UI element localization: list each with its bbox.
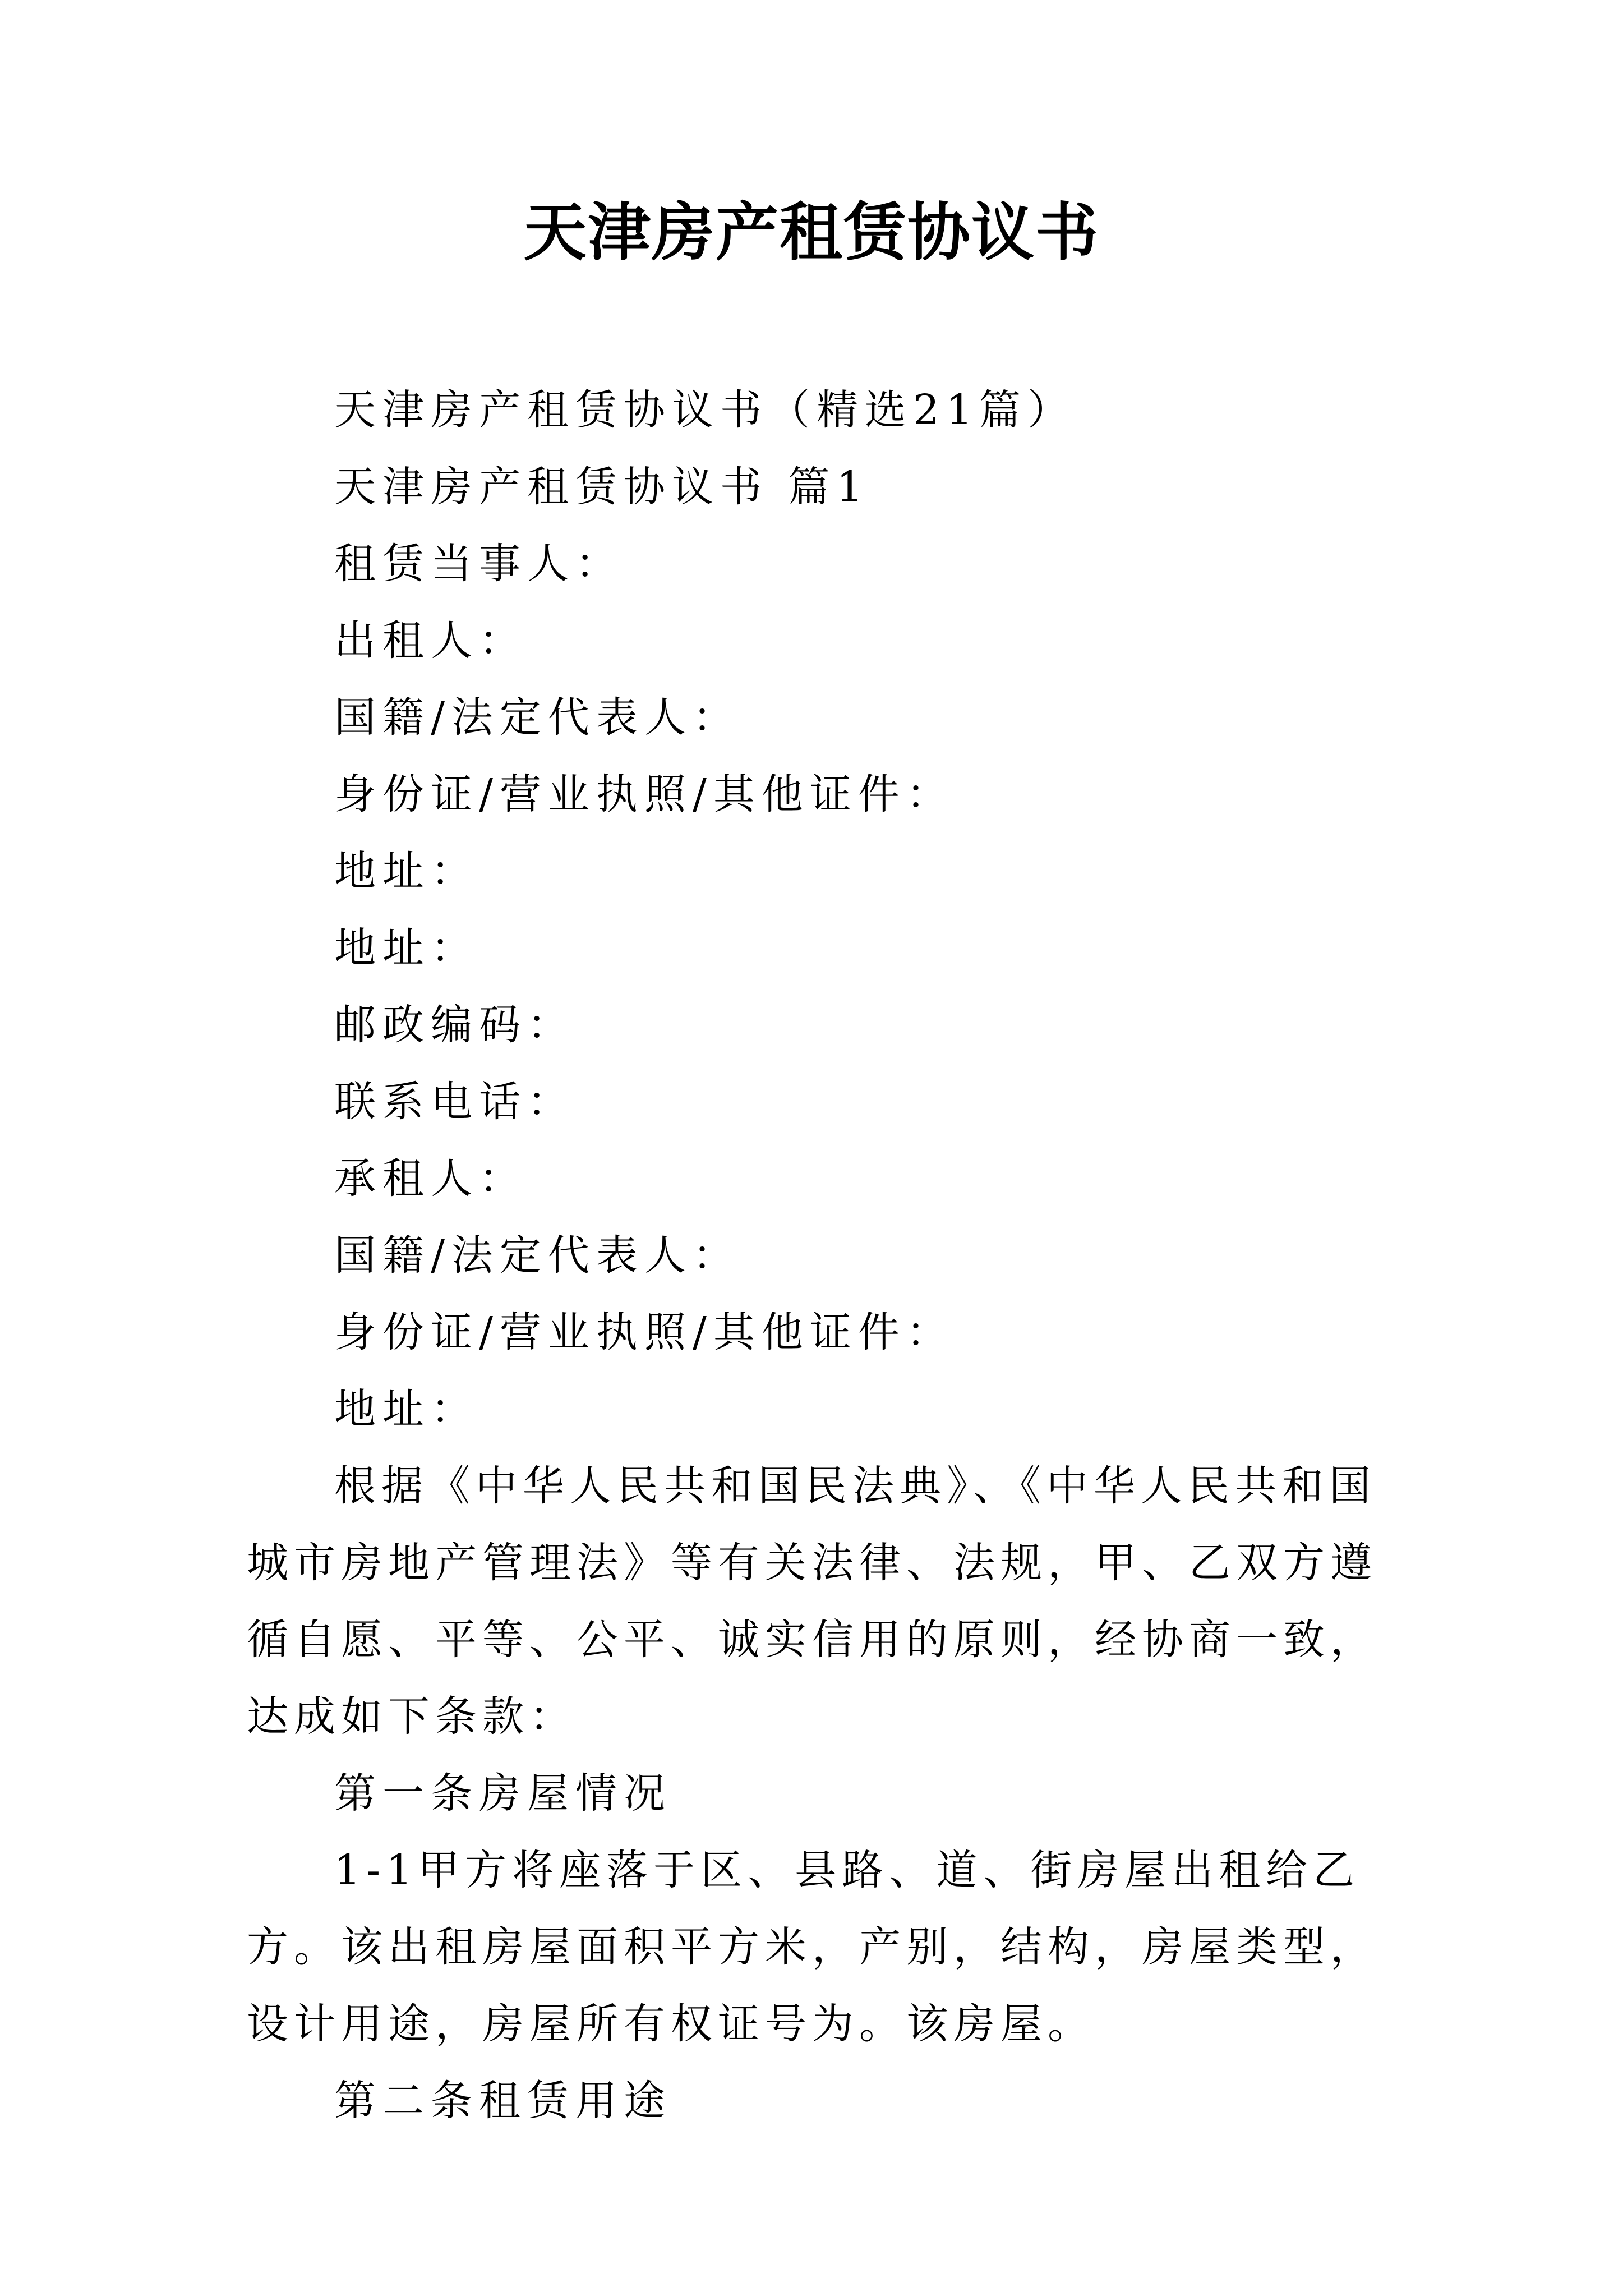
field-label: 国籍/法定代表人： <box>334 1231 741 1280</box>
field-label: 国籍/法定代表人： <box>334 693 741 742</box>
field-label: 出租人： <box>334 616 527 665</box>
field-label: 承租人： <box>334 1154 527 1203</box>
field-label: 联系电话： <box>334 1078 575 1126</box>
field-label: 地址： <box>334 1385 479 1433</box>
article-paragraph: 1-1甲方将座落于区、县路、道、街房屋出租给乙方。该出租房屋面积平方米，产别，结构，房屋类型，设计用途，房屋所有权证号为。该房屋。 <box>247 1846 1377 2048</box>
field-label: 地址： <box>334 847 479 895</box>
document-title: 天津房产租赁协议书 <box>524 196 1099 269</box>
document-body <box>247 372 1385 2139</box>
basis-paragraph: 根据《中华人民共和国民法典》、《中华人民共和国城市房地产管理法》等有关法律、法规，甲、乙双方遵循自愿、平等、公平、诚实信用的原则，经协商一致，达成如下条款： <box>247 1462 1377 1741</box>
field-label: 地址： <box>334 924 479 972</box>
field-label: 身份证/营业执照/其他证件： <box>334 770 955 818</box>
subtitle-line: 天津房产租赁协议书（精选21篇） <box>334 386 1076 434</box>
article-heading: 第一条房屋情况 <box>334 1769 672 1818</box>
field-label: 租赁当事人： <box>334 540 624 588</box>
field-label: 身份证/营业执照/其他证件： <box>334 1308 955 1356</box>
section-heading: 天津房产租赁协议书 篇1 <box>334 463 870 511</box>
field-label: 邮政编码： <box>334 1001 575 1049</box>
article-heading: 第二条租赁用途 <box>334 2077 672 2125</box>
